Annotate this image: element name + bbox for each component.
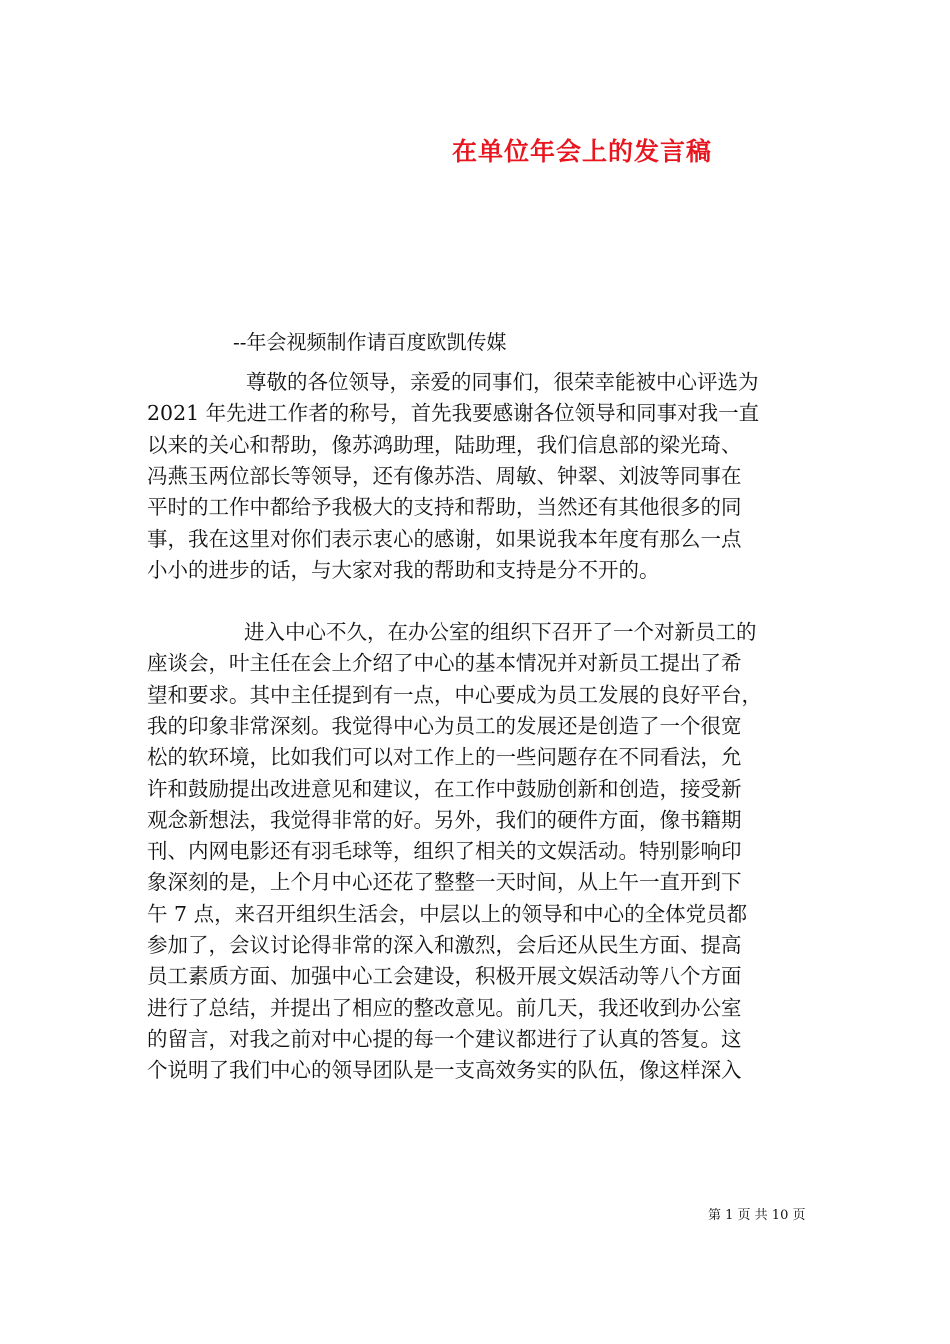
body-line: 的留言，对我之前对中心提的每一个建议都进行了认真的答复。这 [147, 1027, 742, 1051]
body-line: 个说明了我们中心的领导团队是一支高效务实的队伍，像这样深入 [147, 1058, 742, 1082]
body-line: 午 7 点，来召开组织生活会，中层以上的领导和中心的全体党员都 [147, 902, 748, 926]
body-line: 许和鼓励提出改进意见和建议，在工作中鼓励创新和创造，接受新 [147, 777, 742, 801]
body-line: 参加了，会议讨论得非常的深入和激烈，会后还从民生方面、提高 [147, 933, 742, 957]
body-line: 冯燕玉两位部长等领导，还有像苏浩、周敏、钟翠、刘波等同事在 [147, 464, 742, 488]
subtitle-line: --年会视频制作请百度欧凯传媒 [233, 330, 507, 354]
body-line: 事，我在这里对你们表示衷心的感谢，如果说我本年度有那么一点 [147, 527, 742, 551]
body-line: 小小的进步的话，与大家对我的帮助和支持是分不开的。 [147, 558, 660, 582]
body-line: 象深刻的是，上个月中心还花了整整一天时间，从上午一直开到下 [147, 870, 742, 894]
body-line: 松的软环境，比如我们可以对工作上的一些问题存在不同看法，允 [147, 745, 742, 769]
body-line: 平时的工作中都给予我极大的支持和帮助，当然还有其他很多的同 [147, 495, 742, 519]
body-line: 座谈会，叶主任在会上介绍了中心的基本情况并对新员工提出了希 [147, 651, 742, 675]
body-line: 我的印象非常深刻。我觉得中心为员工的发展还是创造了一个很宽 [147, 714, 742, 738]
page-number-footer: 第 1 页 共 10 页 [708, 1208, 806, 1223]
body-line: 望和要求。其中主任提到有一点，中心要成为员工发展的良好平台， [147, 683, 762, 707]
body-line: 以来的关心和帮助，像苏鸿助理，陆助理，我们信息部的梁光琦、 [147, 433, 742, 457]
body-line: 尊敬的各位领导，亲爱的同事们，很荣幸能被中心评选为 [246, 370, 759, 394]
body-line: 2021 年先进工作者的称号，首先我要感谢各位领导和同事对我一直 [147, 401, 760, 425]
body-line: 观念新想法，我觉得非常的好。另外，我们的硬件方面，像书籍期 [147, 808, 742, 832]
body-line: 进入中心不久，在办公室的组织下召开了一个对新员工的 [244, 620, 757, 644]
body-line: 刊、内网电影还有羽毛球等，组织了相关的文娱活动。特别影响印 [147, 839, 742, 863]
body-line: 进行了总结，并提出了相应的整改意见。前几天，我还收到办公室 [147, 996, 742, 1020]
body-line: 员工素质方面、加强中心工会建设，积极开展文娱活动等八个方面 [147, 964, 742, 988]
page-title: 在单位年会上的发言稿 [452, 137, 713, 166]
